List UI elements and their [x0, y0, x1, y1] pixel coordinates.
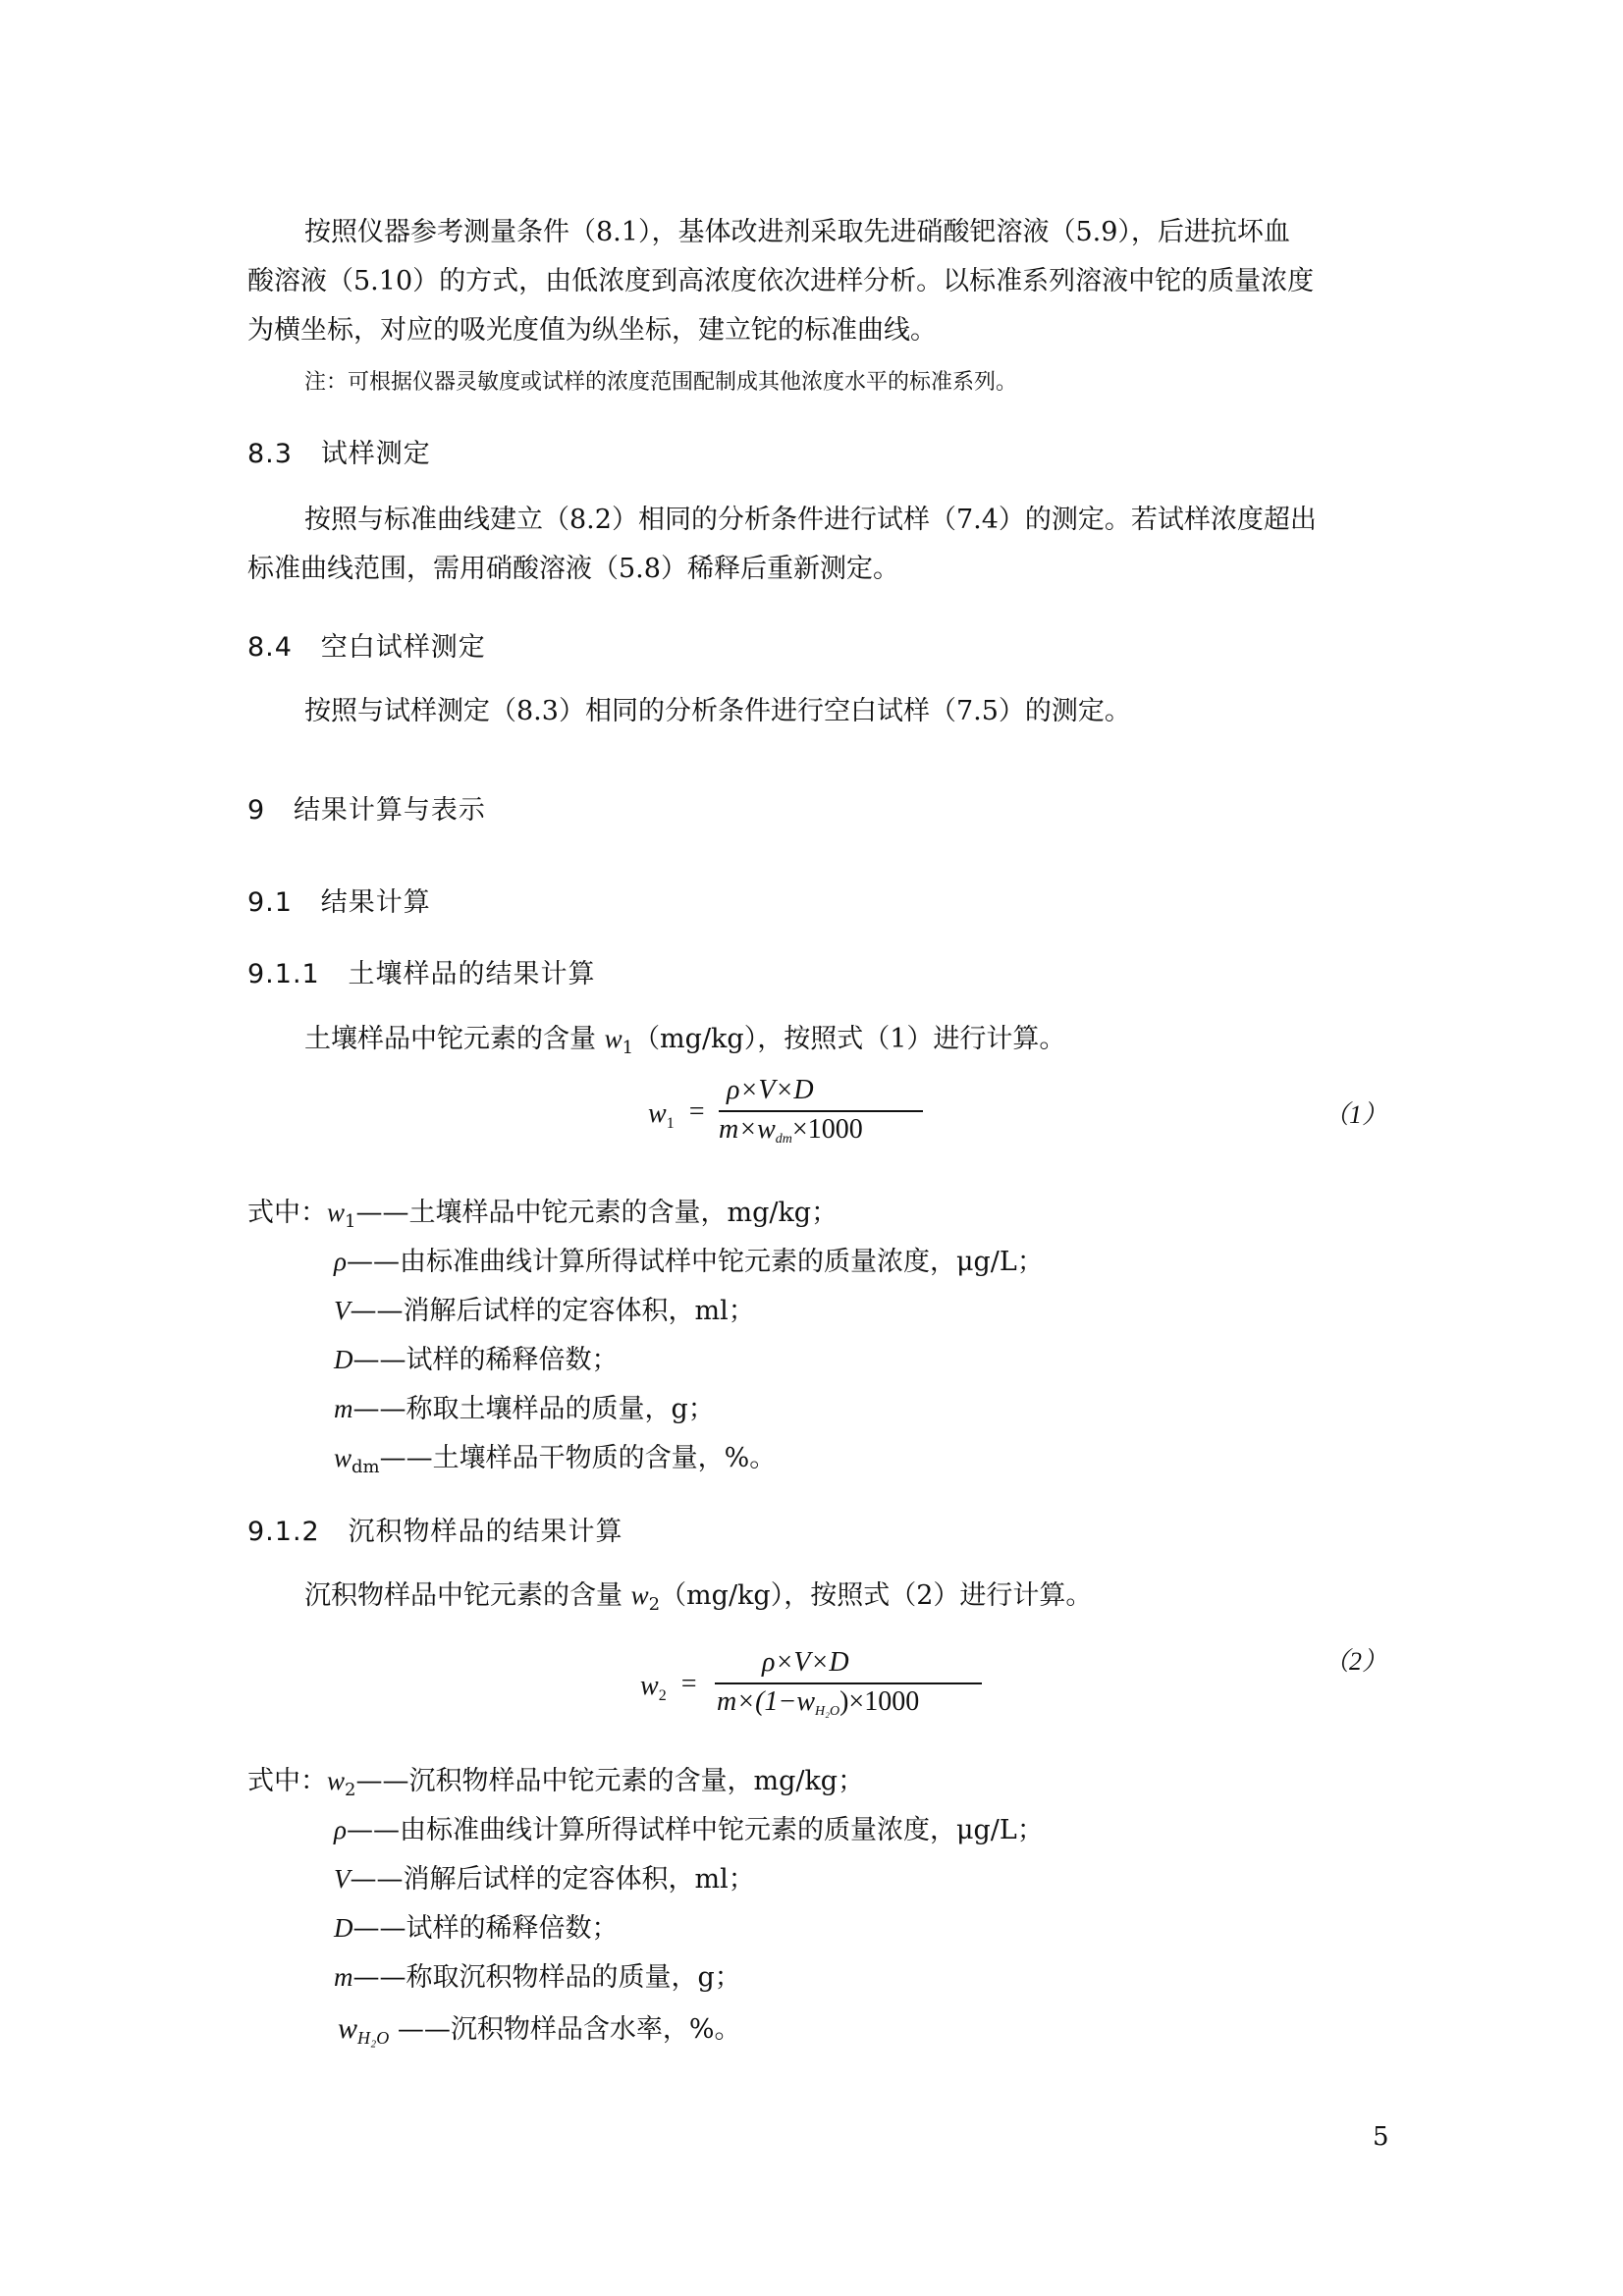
heading-title: 试样测定	[320, 439, 431, 469]
definition-symbol: D	[334, 1345, 353, 1374]
paragraph-8-2-line-3: 为横坐标，对应的吸光度值为纵坐标，建立铊的标准曲线。	[247, 315, 937, 346]
subscript: 2	[648, 1594, 661, 1615]
definition-text: ——土壤样品中铊元素的含量，mg/kg；	[355, 1198, 839, 1228]
fraction-bar	[719, 1110, 923, 1112]
heading-title: 结果计算与表示	[293, 795, 486, 826]
numerator: ρ×V×D	[762, 1647, 849, 1678]
text: 土壤样品中铊元素的含量	[304, 1024, 605, 1054]
equation-1	[648, 1075, 1394, 1153]
definition-symbol: w	[327, 1198, 346, 1227]
definition-symbol: w	[338, 2012, 358, 2045]
definition-symbol: m	[334, 1962, 353, 1992]
definition-symbol: ρ	[334, 1247, 347, 1276]
definition-row	[334, 1955, 741, 1994]
heading-9	[247, 788, 486, 827]
text: （mg/kg），按照式（2）进行计算。	[660, 1580, 1093, 1611]
note: 注：可根据仪器灵敏度或试样的浓度范围配制成其他浓度水平的标准系列。	[304, 370, 1018, 395]
subscript: 1	[622, 1038, 634, 1058]
text: （mg/kg），按照式（1）进行计算。	[633, 1024, 1066, 1054]
definition-row	[334, 1338, 619, 1376]
definition-row	[334, 1808, 1044, 1846]
definition-subscript: dm	[352, 1457, 380, 1477]
heading-number: 8.3	[247, 439, 293, 469]
variable: w	[604, 1024, 622, 1053]
definition-text: ——试样的稀释倍数；	[352, 1913, 619, 1944]
definition-subscript: 1	[345, 1211, 356, 1232]
heading-9-1-2	[247, 1510, 622, 1548]
paragraph-8-3-line-2: 标准曲线范围，需用硝酸溶液（5.8）稀释后重新测定。	[247, 554, 899, 584]
heading-title: 结果计算	[320, 887, 431, 918]
definition-row	[334, 1857, 755, 1896]
definition-text: ——称取土壤样品的质量，g；	[352, 1394, 715, 1424]
definition-symbol: V	[334, 1864, 351, 1894]
paragraph-9-1-1	[304, 1014, 1065, 1073]
definition-lead: 式中：	[247, 1198, 327, 1228]
paragraph-8-4: 按照与试样测定（8.3）相同的分析条件进行空白试样（7.5）的测定。	[304, 696, 1131, 726]
numerator: ρ×V×D	[727, 1075, 814, 1105]
definition-row	[338, 2007, 741, 2049]
definition-text: ——消解后试样的定容体积，ml；	[350, 1864, 755, 1895]
paragraph-8-2-line-1: 按照仪器参考测量条件（8.1），基体改进剂采取先进硝酸钯溶液（5.9），后进抗坏血	[304, 217, 1290, 247]
denominator: m×wdm×1000	[719, 1114, 863, 1147]
heading-title: 空白试样测定	[320, 632, 486, 663]
equals-sign: =	[679, 1669, 698, 1699]
definition-subscript: H₂O	[357, 2028, 390, 2048]
variable: w	[630, 1580, 649, 1610]
definition-symbol: D	[334, 1913, 353, 1943]
definition-symbol: w	[327, 1766, 346, 1795]
equation-label: （2）	[1324, 1647, 1388, 1676]
heading-number: 9.1.1	[247, 959, 320, 989]
definition-text: ——称取沉积物样品的质量，g；	[352, 1962, 741, 1993]
definition-row	[334, 1436, 776, 1477]
definition-text: ——试样的稀释倍数；	[352, 1345, 619, 1375]
paragraph-8-2-line-2: 酸溶液（5.10）的方式，由低浓度到高浓度依次进样分析。以标准系列溶液中铊的质量浓度	[247, 266, 1315, 296]
heading-9-1-1	[247, 952, 595, 990]
definition-symbol: w	[334, 1443, 352, 1472]
heading-title: 土壤样品的结果计算	[348, 959, 596, 989]
heading-number: 9.1	[247, 887, 293, 918]
definition-symbol: V	[334, 1296, 351, 1325]
text: 沉积物样品中铊元素的含量	[304, 1580, 631, 1611]
denominator: m×(1−wH₂O)×1000	[717, 1686, 920, 1719]
definition-lead: 式中：	[247, 1766, 327, 1796]
heading-number: 8.4	[247, 632, 293, 663]
definition-text: ——由标准曲线计算所得试样中铊元素的质量浓度，μg/L；	[346, 1815, 1044, 1845]
definition-row	[334, 1289, 755, 1327]
definition-text: ——消解后试样的定容体积，ml；	[350, 1296, 755, 1326]
definition-row	[334, 1906, 619, 1945]
definition-symbol: ρ	[334, 1815, 347, 1844]
definition-text: ——土壤样品干物质的含量，%。	[379, 1443, 777, 1473]
definition-subscript: 2	[345, 1780, 356, 1800]
equation-lhs: $w_2$	[640, 1671, 667, 1704]
equals-sign: =	[687, 1096, 706, 1127]
definition-row	[334, 1387, 715, 1425]
page-number: 5	[1373, 2122, 1389, 2152]
definition-text: ——沉积物样品含水率，%。	[389, 2014, 741, 2045]
heading-9-1	[247, 881, 431, 919]
equation-2	[640, 1641, 1386, 1726]
definition-text: ——由标准曲线计算所得试样中铊元素的质量浓度，μg/L；	[346, 1247, 1044, 1277]
heading-title: 沉积物样品的结果计算	[348, 1517, 623, 1547]
heading-number: 9.1.2	[247, 1517, 320, 1547]
heading-8-3	[247, 432, 431, 470]
definition-symbol: m	[334, 1394, 353, 1423]
definition-row	[247, 1759, 864, 1800]
equation-label: （1）	[1324, 1100, 1388, 1129]
heading-8-4	[247, 625, 486, 664]
fraction-bar	[715, 1682, 982, 1684]
definition-text: ——沉积物样品中铊元素的含量，mg/kg；	[355, 1766, 865, 1796]
paragraph-9-1-2	[304, 1571, 1092, 1629]
heading-number: 9	[247, 795, 266, 826]
definition-row	[247, 1191, 838, 1232]
definition-row	[334, 1240, 1044, 1278]
paragraph-8-3-line-1: 按照与标准曲线建立（8.2）相同的分析条件进行试样（7.4）的测定。若试样浓度超出	[304, 505, 1317, 535]
equation-lhs: $w_1$	[648, 1098, 675, 1132]
